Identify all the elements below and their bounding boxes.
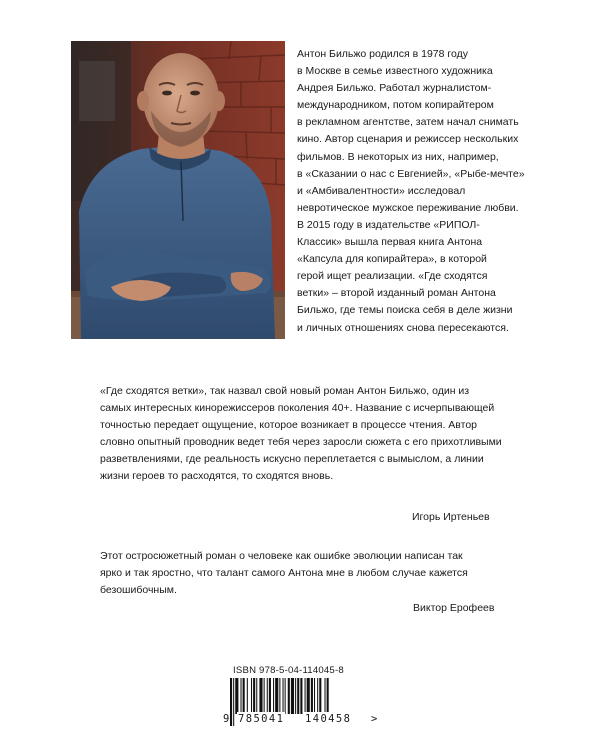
barcode-bar xyxy=(243,678,245,714)
quote-author-erofeev: Виктор Ерофеев xyxy=(413,602,495,614)
barcode-bar xyxy=(300,678,302,714)
barcode-bar xyxy=(273,678,274,714)
quote-line: безошибочным. xyxy=(100,584,177,597)
barcode-bar xyxy=(269,678,271,714)
barcode-bar xyxy=(285,678,286,714)
quote-line: жизни героев то расходятся, то сходятся вновь. xyxy=(100,470,334,483)
barcode-bar xyxy=(297,678,299,714)
barcode-digit-first: 9 xyxy=(223,713,230,725)
barcode-bar xyxy=(235,678,238,714)
bio-line: Андрея Бильжо. Работал журналистом- xyxy=(297,82,492,95)
bio-line: Классик» вышла первая книга Антона xyxy=(297,236,483,249)
barcode-bar xyxy=(267,678,268,714)
quote-line: словно опытный проводник ведет тебя через заросли сюжета с его прихотливыми xyxy=(100,436,502,449)
bio-line: Антон Бильжо родился в 1978 году xyxy=(297,48,468,60)
bio-line: в рекламном агентстве, затем начал снимать xyxy=(297,116,519,129)
review-quote-irtenev xyxy=(100,383,520,486)
bio-line: «Капсула для копирайтера», в которой xyxy=(297,253,487,266)
review-quote-erofeev xyxy=(100,548,520,599)
quote-line: «Где сходятся ветки», так назвал свой новый роман Антон Бильжо, один из xyxy=(100,385,470,397)
quote-line: разветвлениями, где реальность искусно переплетается с вымыслом, а линии xyxy=(100,453,484,466)
quote-line: самых интересных кинорежиссеров поколения 40+. Название с исчерпывающей xyxy=(100,402,495,415)
barcode-bar xyxy=(247,678,248,714)
barcode-bar xyxy=(259,678,262,714)
author-photo xyxy=(71,41,285,339)
barcode-arrow: > xyxy=(371,713,378,725)
barcode-bar xyxy=(307,678,310,714)
bio-line: международником, потом копирайтером xyxy=(297,99,494,112)
barcode-bar xyxy=(264,678,265,714)
barcode-bar xyxy=(311,678,313,714)
barcode-bar xyxy=(295,678,296,714)
barcode-bar xyxy=(291,678,294,714)
barcode-digits xyxy=(223,712,378,726)
barcode-bar xyxy=(251,678,252,714)
quote-line: точностью передает ощущение, которое возникает в процессе чтения. Автор xyxy=(100,419,478,432)
bio-line: ветки» – второй изданный роман Антона xyxy=(297,287,496,300)
isbn-label: ISBN 978-5-04-114045-8 xyxy=(233,665,344,676)
quote-author-irtenev: Игорь Иртеньев xyxy=(412,511,490,523)
bio-line: фильмов. В некоторых из них, например, xyxy=(297,150,499,163)
barcode-bar xyxy=(319,678,321,714)
bio-line: и «Амбивалентности» исследовал xyxy=(297,184,466,197)
bio-line: Бильжо, где темы поиска себя в деле жизни xyxy=(297,304,513,317)
bio-line: В 2015 году в издательстве «РИПОЛ- xyxy=(297,218,480,231)
barcode-bar xyxy=(256,678,257,714)
barcode-bar xyxy=(305,678,306,714)
barcode-bar xyxy=(288,678,290,714)
barcode-bar xyxy=(314,678,315,714)
barcode-bar xyxy=(317,678,318,714)
bio-line: и личных отношениях снова пересекаются. xyxy=(297,321,509,334)
bio-line: в Москве в семье известного художника xyxy=(297,65,493,78)
barcode-digits-group2: 140458 xyxy=(305,713,352,725)
barcode-bar xyxy=(241,678,242,714)
bio-line: в «Сказании о нас с Евгенией», «Рыбе-мечте» xyxy=(297,167,525,180)
author-bio xyxy=(297,46,547,337)
quote-line: ярко и так яростно, что талант самого Антона мне в любом случае кажется xyxy=(100,567,468,580)
barcode-bar xyxy=(253,678,255,714)
bio-line: невротическое мужское переживание любви. xyxy=(297,201,519,214)
quote-line: Этот остросюжетный роман о человеке как ошибке эволюции написан так xyxy=(100,550,463,562)
barcode-digits-group1: 785041 xyxy=(238,713,285,725)
bio-line: герой ищет реализации. «Где сходятся xyxy=(297,270,488,283)
bio-line: кино. Автор сценария и режиссер нескольких xyxy=(297,133,519,146)
